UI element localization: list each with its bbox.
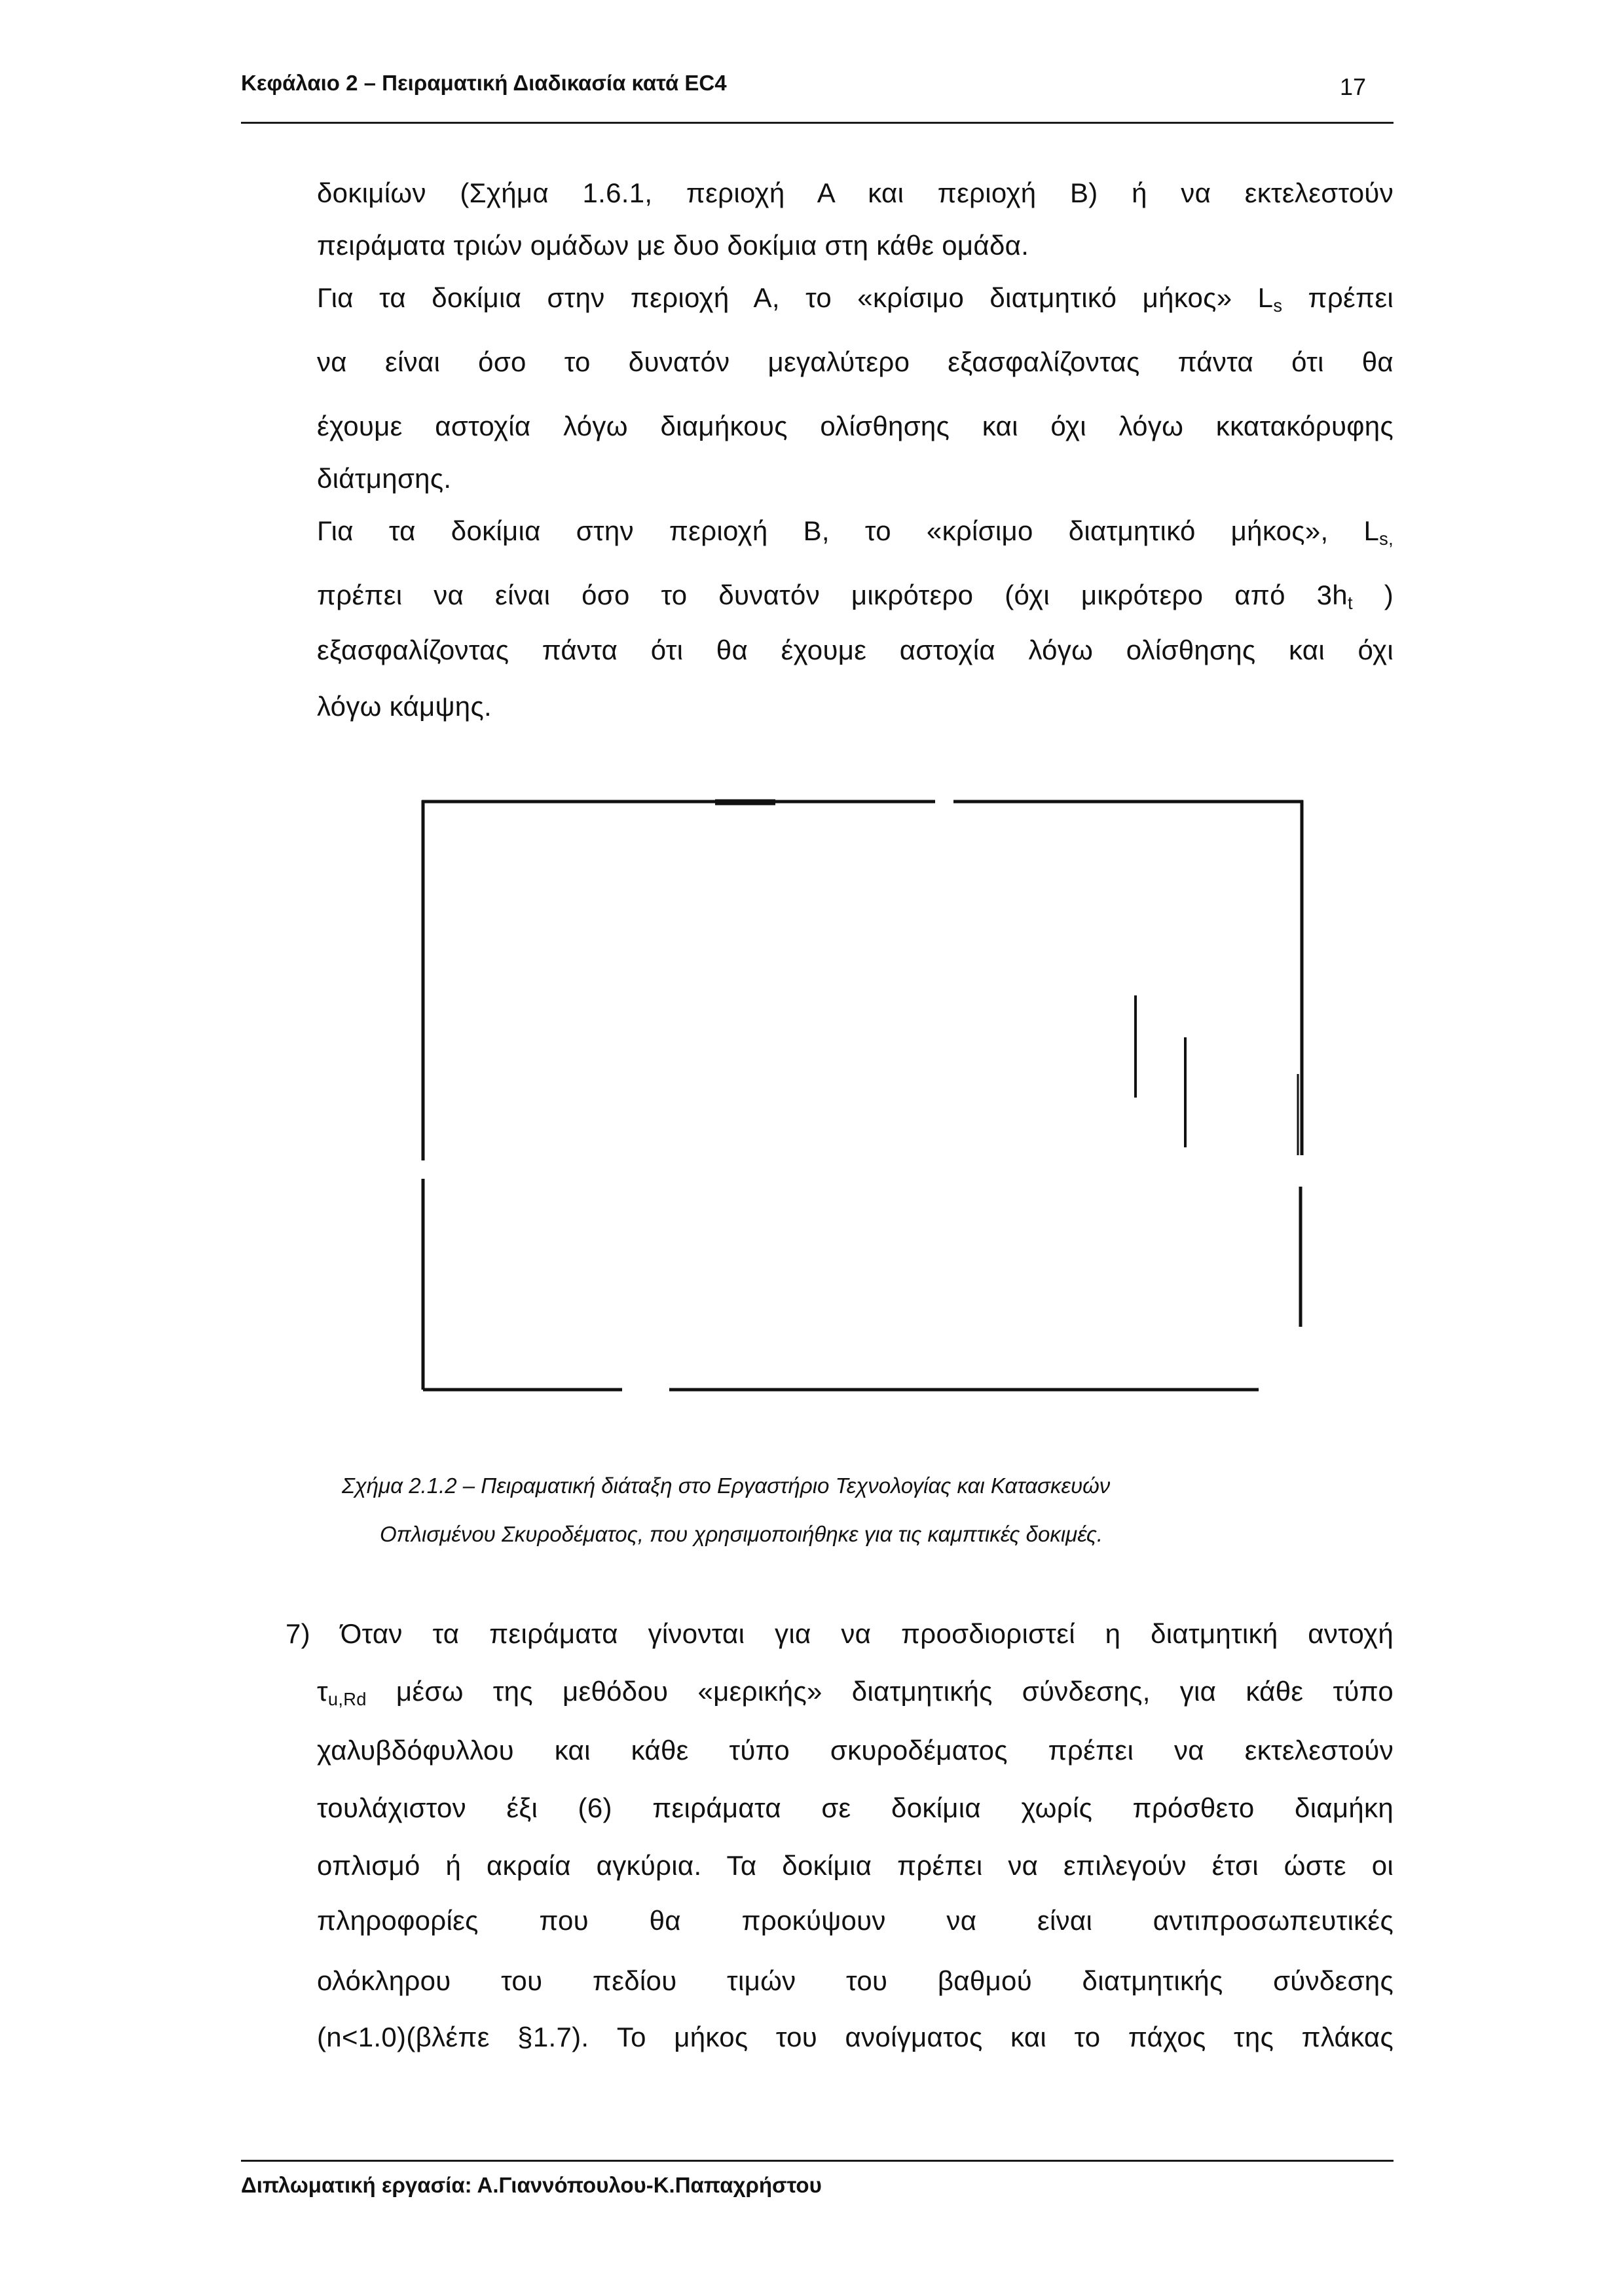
body-line-12-text: μέσω της μεθόδου «μερικής» διατμητικής σύνδεσης, για κάθε τύπο [366,1676,1394,1707]
body-line-12 [317,1676,1394,1709]
body-line-1: δοκιμίων (Σχήμα 1.6.1, περιοχή Α και περιοχή Β) ή να εκτελεστούν [317,177,1394,208]
figure-caption-line-1: Σχήμα 2.1.2 – Πειραματική διάταξη στο Εργαστήριο Τεχνολογίας και Κατασκευών [342,1473,1111,1498]
body-line-10: λόγω κάμψης. [317,691,492,722]
shear-length-symbol-ls: $L_s$ [1257,282,1283,316]
body-line-16: πληροφορίες που θα προκύψουν να είναι αντιπροσωπευτικές [317,1905,1394,1936]
body-line-8-tail: ) [1352,580,1394,610]
body-line-6: διάτμησης. [317,463,452,494]
shear-strength-symbol: $\tau_{u,Rd}$ [317,1676,367,1709]
shear-length-symbol-ls-b: $L_{s,}$ [1363,515,1394,549]
page-number: 17 [1340,73,1367,100]
body-line-17: ολόκληρου του πεδίου τιμών του βαθμού διατμητικής σύνδεσης [317,1965,1394,1996]
body-line-14: τουλάχιστον έξι (6) πειράματα σε δοκίμια χωρίς πρόσθετο διαμήκη [317,1792,1394,1823]
footer-divider [241,2160,1394,2162]
body-line-5: έχουμε αστοχία λόγω διαμήκους ολίσθησης και όχι λόγω κκατακόρυφης [317,411,1394,441]
height-subscript-t: t [1347,592,1353,613]
body-line-11: 7) Όταν τα πειράματα γίνονται για να προσδιοριστεί η διατμητική αντοχή [286,1618,1394,1649]
figure-caption-line-2: Οπλισμένου Σκυροδέματος, που χρησιμοποιήθηκε για τις καμπτικές δοκιμές. [380,1522,1103,1546]
body-line-4: να είναι όσο το δυνατόν μεγαλύτερο εξασφαλίζοντας πάντα ότι θα [317,346,1394,377]
body-line-3-tail: πρέπει [1282,282,1394,313]
body-line-3-text: Για τα δοκίμια στην περιοχή Α, το «κρίσιμο διατμητικό μήκος» [317,282,1258,313]
running-header-title: Κεφάλαιο 2 – Πειραματική Διαδικασία κατά EC4 [241,71,727,95]
body-line-13: χαλυβδόφυλλου και κάθε τύπο σκυροδέματος πρέπει να εκτελεστούν [317,1735,1394,1766]
body-line-7-text: Για τα δοκίμια στην περιοχή Β, το «κρίσιμο διατμητικό μήκος», [317,515,1364,546]
footer-author-credit: Διπλωματική εργασία: Α.Γιαννόπουλου-Κ.Παπαχρήστου [241,2173,822,2197]
body-line-2: πειράματα τριών ομάδων με δυο δοκίμια στη κάθε ομάδα. [317,230,1029,261]
body-line-18: (n<1.0)(βλέπε §1.7). Το μήκος του ανοίγματος και το πάχος της πλάκας [317,2022,1394,2052]
body-line-15: οπλισμό ή ακραία αγκύρια. Τα δοκίμια πρέπει να επιλεγούν έτσι ώστε οι [317,1850,1394,1881]
body-line-9: εξασφαλίζοντας πάντα ότι θα έχουμε αστοχία λόγω ολίσθησης και όχι [317,635,1394,665]
body-line-8-text: πρέπει να είναι όσο το δυνατόν μικρότερο (όχι μικρότερο από 3h [317,580,1348,610]
